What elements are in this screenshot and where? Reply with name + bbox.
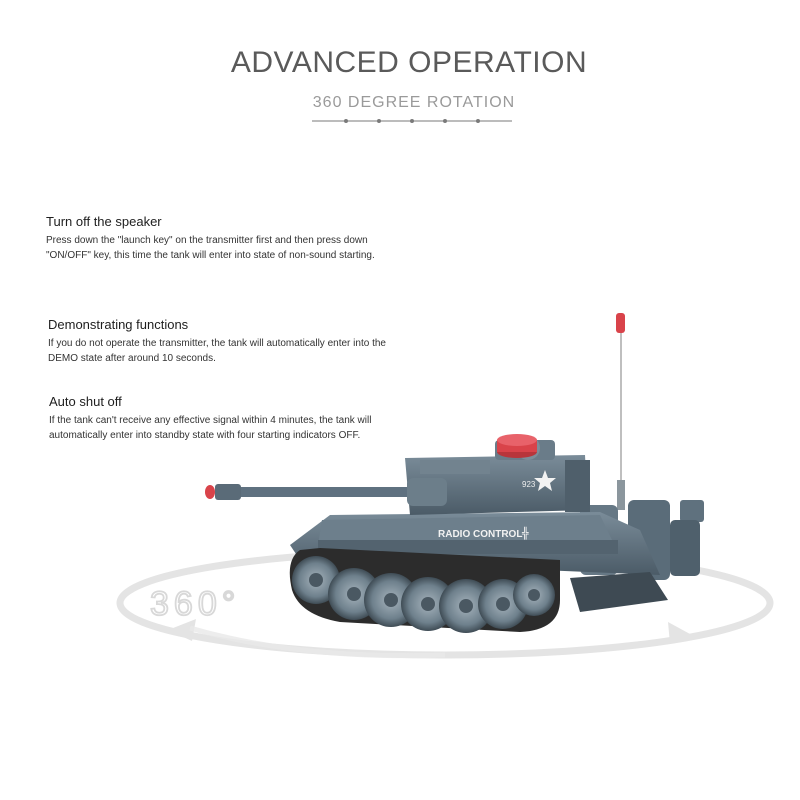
feature-description: If you do not operate the transmitter, the tank will automatically enter into the DEMO state after around 10 seconds. (48, 338, 386, 364)
cross-icon: ╬ (522, 527, 529, 540)
feature-heading: Auto shut off (49, 394, 122, 409)
page-title: ADVANCED OPERATION (230, 46, 588, 79)
page-subtitle: 360 DEGREE ROTATION (312, 94, 516, 111)
feature-description: Press down the "launch key" on the transmitter first and then press down "ON/OFF" key, this time the tank will enter into state of non-sound starting. (46, 235, 375, 261)
feature-description: If the tank can't receive any effective signal within 4 minutes, the tank will automatically enter into standby state with four starting indicators OFF. (49, 415, 372, 441)
radio-control-label: RADIO CONTROL (438, 529, 523, 540)
tank-cannon (205, 478, 447, 506)
red-light-icon (497, 434, 537, 458)
antenna (616, 313, 625, 510)
turret-number: 923 (522, 480, 536, 489)
feature-heading: Demonstrating functions (48, 317, 189, 332)
feature-heading: Turn off the speaker (46, 214, 162, 229)
rotation-label: 360° (150, 585, 241, 623)
